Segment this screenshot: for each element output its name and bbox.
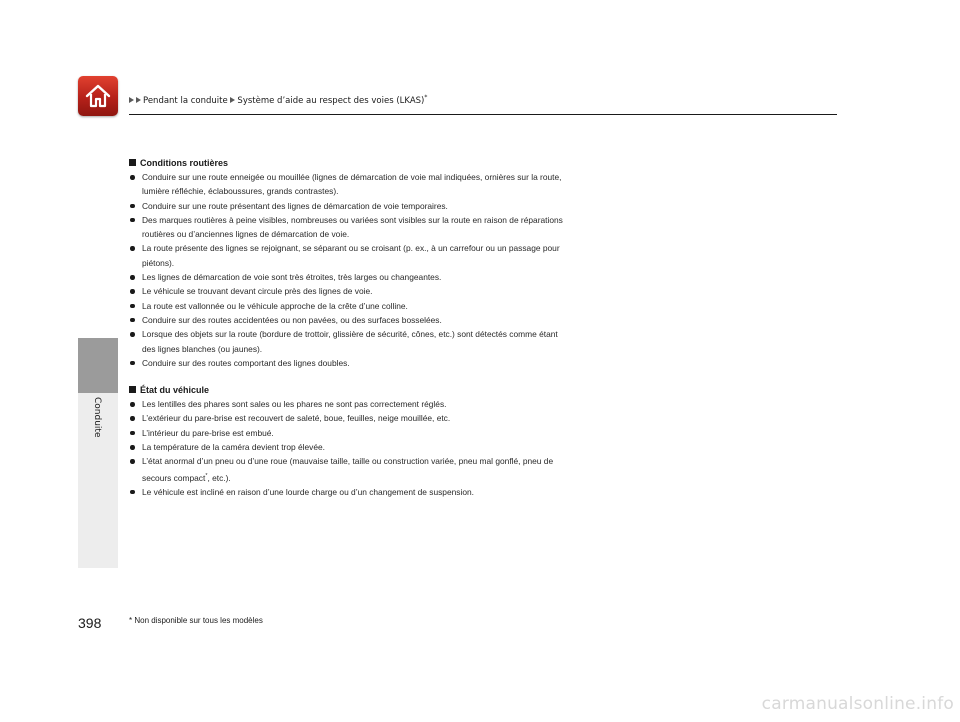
- section-title: [129, 156, 569, 169]
- section-road-conditions: [129, 156, 569, 370]
- list-item: La route présente des lignes se rejoignant, se séparant ou se croisant (p. ex., à un carrefour ou un passage pour piétons).: [129, 241, 569, 270]
- footnote: * Non disponible sur tous les modèles: [129, 616, 263, 625]
- list-item: L’intérieur du pare-brise est embué.: [129, 426, 569, 440]
- availability-marker: *: [424, 94, 428, 101]
- section-square-icon: [129, 159, 136, 166]
- list-item-text-tail: , etc.).: [207, 472, 231, 483]
- list-item-text: L’état anormal d’un pneu ou d’une roue (mauvaise taille, taille ou construction variée, pneu mal gonflé, pneu de secours compact: [142, 456, 554, 483]
- list-item: [129, 454, 569, 484]
- list-item: Les lentilles des phares sont sales ou les phares ne sont pas correctement réglés.: [129, 397, 569, 411]
- list-item: Le véhicule est incliné en raison d’une lourde charge ou d’un changement de suspension.: [129, 485, 569, 499]
- list-item: Les lignes de démarcation de voie sont très étroites, très larges ou changeantes.: [129, 270, 569, 284]
- breadcrumb-link-lkas[interactable]: Système d’aide au respect des voies (LKAS): [237, 95, 425, 106]
- list-item: Conduire sur une route présentant des lignes de démarcation de voie temporaires.: [129, 199, 569, 213]
- home-button[interactable]: [78, 76, 118, 116]
- header-divider: [129, 114, 837, 115]
- list-item: Des marques routières à peine visibles, nombreuses ou variées sont visibles sur la route en raison de réparations routières ou d’anciennes lignes de démarcation de voie.: [129, 213, 569, 242]
- list-item: La route est vallonnée ou le véhicule approche de la crête d’une colline.: [129, 299, 569, 313]
- breadcrumb-arrow-icon: [230, 97, 235, 103]
- list-item: L’extérieur du pare-brise est recouvert de saleté, boue, feuilles, neige mouillée, etc.: [129, 411, 569, 425]
- breadcrumb-arrow-icon: [129, 97, 134, 103]
- section-title: [129, 383, 569, 396]
- bullet-list: [129, 397, 569, 499]
- list-item: Conduire sur une route enneigée ou mouillée (lignes de démarcation de voie mal indiquées, ornières sur la route, lumière réfléchie, éclaboussures, grands contrastes).: [129, 170, 569, 199]
- bullet-list: [129, 170, 569, 370]
- availability-marker: *: [205, 472, 208, 479]
- list-item: Le véhicule se trouvant devant circule près des lignes de voie.: [129, 284, 569, 298]
- page-number: 398: [78, 615, 102, 631]
- section-square-icon: [129, 386, 136, 393]
- breadcrumb-link-driving[interactable]: Pendant la conduite: [143, 95, 228, 106]
- section-title-text: Conditions routières: [140, 157, 229, 168]
- section-vehicle-condition: [129, 383, 569, 499]
- main-content: [129, 156, 569, 512]
- section-title-text: État du véhicule: [140, 384, 210, 395]
- breadcrumb-arrow-icon: [136, 97, 141, 103]
- list-item: Lorsque des objets sur la route (bordure de trottoir, glissière de sécurité, cônes, etc.) sont détectés comme étant des lignes blanches (ou jaunes).: [129, 327, 569, 356]
- breadcrumb: [129, 94, 427, 106]
- list-item: La température de la caméra devient trop élevée.: [129, 440, 569, 454]
- home-icon: [84, 83, 112, 109]
- list-item: Conduire sur des routes comportant des lignes doubles.: [129, 356, 569, 370]
- sidebar-tab: [78, 338, 118, 393]
- list-item: Conduire sur des routes accidentées ou non pavées, ou des surfaces bosselées.: [129, 313, 569, 327]
- watermark: carmanualsonline.info: [761, 694, 954, 714]
- sidebar-chapter-label: Conduite: [92, 397, 102, 438]
